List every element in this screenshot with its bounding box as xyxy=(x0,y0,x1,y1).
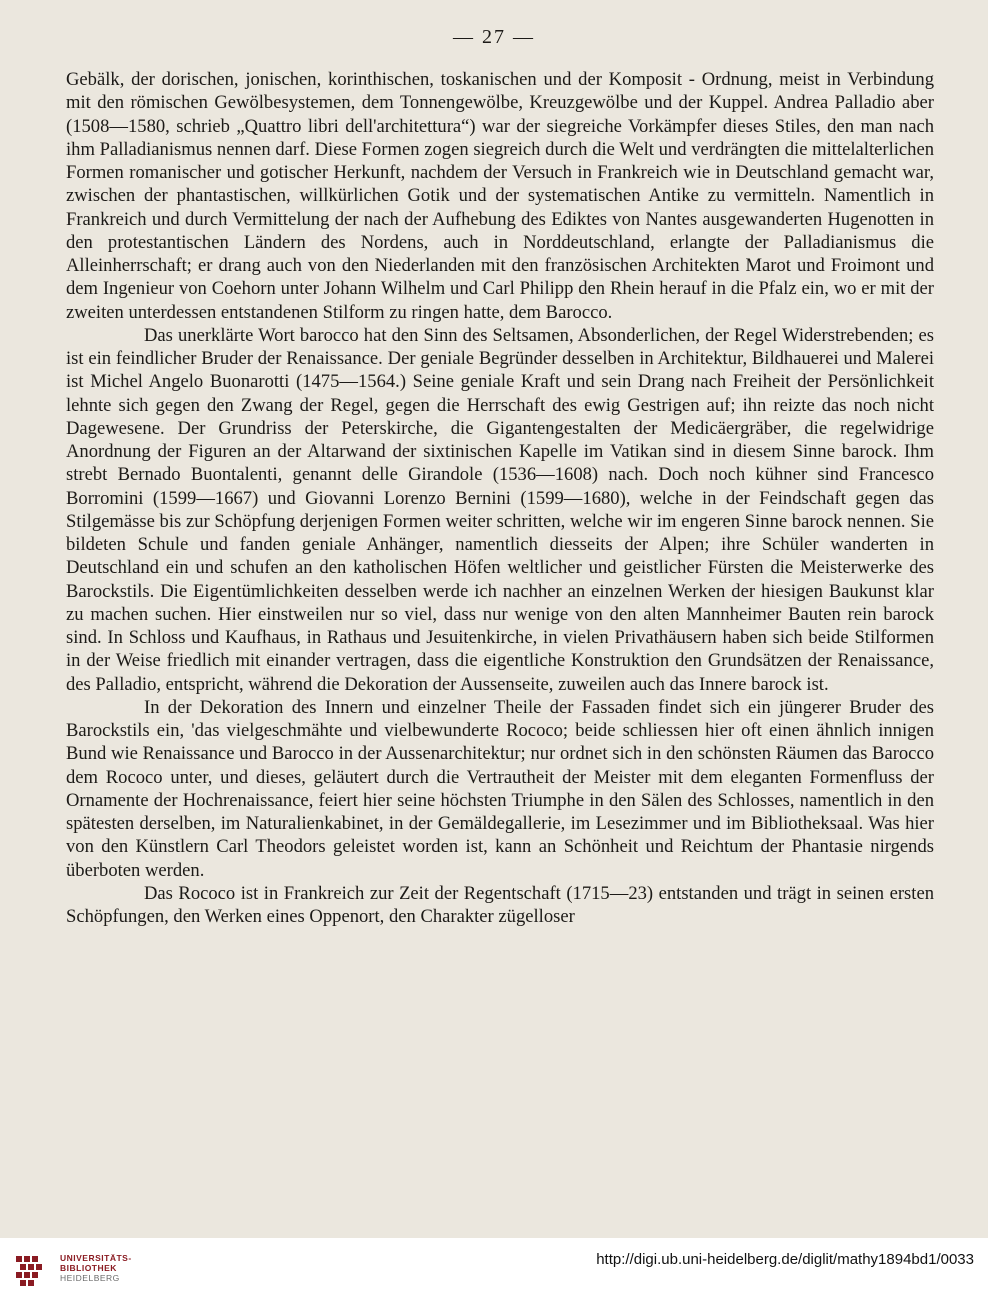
paragraph-3: In der Dekoration des Innern und einzelner Theile der Fassaden findet sich ein jüngerer Bruder des Barockstils ein, 'das vielgeschmähte und vielbewunderte Rococo; beide schliessen hier oft einen ähnlich innigen Bund wie Renaissance und Barocco in der Aussenarchitektur; nur ordnet sich in den schönsten Räumen das Barocco dem Rococo unter, und dieses, geläutert durch die Vertrautheit der Meister mit dem eleganten Formenfluss der Ornamente der Hochrenaissance, feiert hier seine höchsten Triumphe in den Sälen des Schlosses, namentlich in den spätesten derselben, im Naturalienkabinet, in der Gemäldegallerie, im Lesezimmer und im Bibliotheksaal. Was hier von den Künstlern Carl Theodors geleistet worden ist, kann an Schönheit und Reichtum der Phantasie nirgends überboten werden. xyxy=(66,696,934,881)
library-name xyxy=(60,1253,132,1283)
library-name-line1: UNIVERSITÄTS- xyxy=(60,1253,132,1263)
source-url-link[interactable]: http://digi.ub.uni-heidelberg.de/diglit/mathy1894bd1/0033 xyxy=(596,1251,974,1268)
paragraph-4: Das Rococo ist in Frankreich zur Zeit der Regentschaft (1715—23) entstanden und trägt in seinen ersten Schöpfungen, den Werken eines Oppenort, den Charakter zügelloser xyxy=(66,882,934,927)
paragraph-2: Das unerklärte Wort barocco hat den Sinn des Seltsamen, Absonderlichen, der Regel Widerstrebenden; es ist ein feindlicher Bruder der Renaissance. Der geniale Begründer desselben in Architektur, Bildhauerei und Malerei ist Michel Angelo Buonarotti (1475—1564.) Seine geniale Kraft und sein Drang nach Freiheit der Persönlichkeit lehnte sich gegen den Zwang der Regel, gegen die Herrschaft des ewig Gestrigen auf; ihn reizte das noch nicht Dagewesene. Der Grundriss der Peterskirche, die Gigantengestalten der Medicäergräber, die regelwidrige Anordnung der Figuren an der Altarwand der sixtinischen Kapelle im Vatikan sind in diesem Sinne barock. Ihm strebt Bernado Buontalenti, genannt delle Girandole (1536—1608) nach. Doch noch kühner sind Francesco Borromini (1599—1667) und Giovanni Lorenzo Bernini (1599—1680), welche in der Feindschaft gegen das Stilgemässe bis zur Schöpfung derjenigen Formen weiter schritten, welche wir im engeren Sinne barock nennen. Sie bildeten Schule und fanden geniale Anhänger, namentlich diesseits der Alpen; ihre Schüler wanderten in Deutschland ein und schufen an den katholischen Höfen weltlicher und geistlicher Fürsten die Meisterwerke des Barockstils. Die Eigentümlichkeiten desselben werde ich nachher an einzelnen Werken der hiesigen Baukunst klar zu machen suchen. Hier einstweilen nur so viel, dass nur wenige von den alten Mannheimer Bauten rein barock sind. In Schloss und Kaufhaus, in Rathaus und Jesuitenkirche, in vielen Privathäusern haben sich beide Stilformen in der Weise friedlich mit einander vertragen, dass die eigentliche Konstruktion den Grundsätzen der Renaissance, des Palladio, entspricht, während die Dekoration der Aussenseite, zuweilen auch das Innere barock ist. xyxy=(66,324,934,695)
university-library-logo[interactable] xyxy=(12,1250,162,1300)
body-text xyxy=(66,68,934,928)
library-seal-icon xyxy=(12,1250,52,1290)
library-name-line2: BIBLIOTHEK xyxy=(60,1263,117,1273)
paragraph-1: Gebälk, der dorischen, jonischen, korinthischen, toskanischen und der Komposit - Ordnung, meist in Verbindung mit den römischen Gewölbesystemen, dem Tonnengewölbe, Kreuzgewölbe und der Kuppel. Andrea Palladio aber (1508—1580, schrieb „Quattro libri dell'architettura“) war der siegreiche Vorkämpfer dieses Stiles, den man nach ihm Palladianismus nennen darf. Diese Formen zogen siegreich durch die Welt und verdrängten die mittelalterlichen Formen romanischer und gotischer Herkunft, nachdem der Versuch in Frankreich wie in Deutschland gemacht war, zwischen der phantastischen, willkürlichen Gotik und der systematischen Antike zu vermitteln. Namentlich in Frankreich und durch Vermittelung der nach der Aufhebung des Ediktes von Nantes ausgewanderten Hugenotten in den protestantischen Ländern des Nordens, auch in Norddeutschland, erlangte der Palladianismus die Alleinherrschaft; er drang auch von den Niederlanden mit den französischen Architekten Marot und Froimont und dem Ingenieur von Coehorn unter Johann Wilhelm und Carl Philipp den Rhein herauf in die Pfalz ein, wo er mit der zweiten unterdessen entstandenen Stilform zu ringen hatte, dem Barocco. xyxy=(66,69,934,323)
library-footer xyxy=(0,1238,988,1312)
page-number: — 27 — xyxy=(453,26,535,48)
library-name-line3: HEIDELBERG xyxy=(60,1273,120,1283)
